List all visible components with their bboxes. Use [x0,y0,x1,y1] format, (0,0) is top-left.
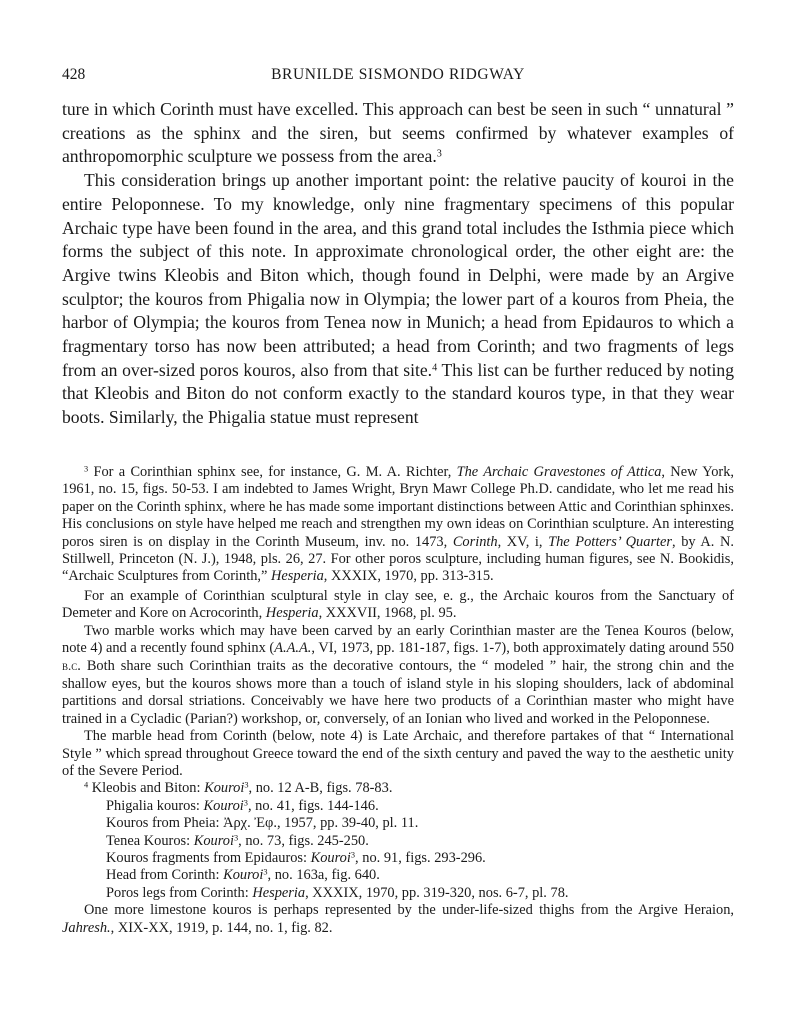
main-text [62,98,734,430]
paragraph-text: ture in which Corinth must have excelled. This approach can best be seen in such “ unnatural ” creations as the sphinx and the siren, but seems confirmed by whatever examples of anthropomorphic sculpture we possess from the area. [62,99,734,167]
footnote-4-ref: Head from Corinth: Kouroi$^3$, no. 163a, fig. 640. [106,867,380,884]
footnote-ref-4[interactable]: 4 [432,362,438,374]
footnote-4-ref: Phigalia kouros: Kouroi$^3$, no. 41, figs. 144-146. [106,797,379,814]
footnote-4-ref: Tenea Kouros: Kouroi$^3$, no. 73, figs. 245-250. [106,832,369,849]
footnote-4-ref: Kouros from Pheia: Ἀρχ. Ἐφ., 1957, pp. 39-40, pl. 11. [106,815,419,832]
footnote-3-head: The marble head from Corinth (below, note 4) is Late Archaic, and therefore partakes of that “ International Style ” which spread throughout Greece toward the end of the sixth century and paved the way to the aesthetic unity of the Severe Period. [62,728,734,779]
footnotes [62,464,734,937]
footnote-3-clay: For an example of Corinthian sculptural style in clay see, e. g., the Archaic kouros from the Sanctuary of Demeter and Kore on Acrocorinth, Hesperia, XXXVII, 1968, pl. 95. [62,587,734,622]
footnote-mark: 3 [84,464,89,474]
footnote-4-ref: Kouros fragments from Epidauros: Kouroi$^3$, no. 91, figs. 293-296. [106,849,486,866]
paragraph-continuation [62,98,734,169]
running-title: BRUNILDE SISMONDO RIDGWAY [271,66,525,83]
footnote-3: $^3$ For a Corinthian sphinx see, for instance, G. M. A. Richter, The Archaic Gravestones of Attica, New York, 1961, no. 15, figs. 50-53. I am indebted to James Wright, Bryn Mawr College Ph.D. candidate, who let me read his paper on the Corinth sphinx, where he has made some important distinctions between Attic and Corinthian sphinxes. His conclusions on style have helped me reach and strengthen my own ideas on Corinthian sculpture. An interesting poros siren is on display in the Corinth Museum, inv. no. 1473, Corinth, XV, i, The Potters’ Quarter, by A. N. Stillwell, Princeton (N. J.), 1948, pls. 26, 27. For other poros sculpture, including human figures, see N. Bookidis, “Archaic Sculptures from Corinth,” Hesperia, XXXIX, 1970, pp. 313-315. [62,464,734,585]
paragraph-text: This consideration brings up another important point: the relative paucity of kouroi in the entire Peloponnese. To my knowledge, only nine fragmentary specimens of this popular Archaic type have been found in the area, and this grand total includes the Isthmia piece which forms the subject of this note. In approximate chronological order, the other eight are: the Argive twins Kleobis and Biton which, though found in Delphi, were made by an Argive sculptor; the kouros from Phigalia now in Olympia; the lower part of a kouros from Pheia, the harbor of Olympia; the kouros from Tenea now in Munich; a head from Epidauros to which a fragmentary torso has now been attributed; a head from Corinth; and two fragments of legs from an over-sized poros kouros, also from that site. [62,170,734,380]
footnote-ref-3[interactable]: 3 [436,148,442,160]
footnote-4-ref: Poros legs from Corinth: Hesperia, XXXIX, 1970, pp. 319-320, nos. 6-7, pl. 78. [106,884,569,901]
footnote-4-ref: $^4$ Kleobis and Biton: Kouroi$^3$, no. 12 A-B, figs. 78-83. [84,780,393,797]
footnote-3-marble: Two marble works which may have been carved by an early Corinthian master are the Tenea Kouros (below, note 4) and a recently found sphinx (A.A.A., VI, 1973, pp. 181-187, figs. 1-7), both approximately dating around 550 b.c. Both share such Corinthian traits as the decorative contours, the “ modeled ” hair, the strong chin and the shallow eyes, but the kouros shows more than a touch of island style in his sloping shoulders, lack of abdominal partitions and dorsal striations. Conceivably we have here two products of a Corinthian master who might have trained in a Cycladic (Parian?) workshop, or, conversely, of an Ionian who lived and worked in the Peloponnese. [62,622,734,727]
paragraph-text: This list can be further reduced by noting that Kleobis and Biton do not conform exactly to the standard kouros type, in that they wear boots. Similarly, the Phigalia statue must represent [62,359,734,428]
footnote-mark: 4 [84,780,89,790]
footnote-4-heraion: One more limestone kouros is perhaps represented by the under-life-sized thighs from the Argive Heraion, Jahresh., XIX-XX, 1919, p. 144, no. 1, fig. 82. [62,902,734,936]
page-header [62,66,734,86]
page-number: 428 [62,66,86,83]
paragraph-kouroi [62,169,734,430]
